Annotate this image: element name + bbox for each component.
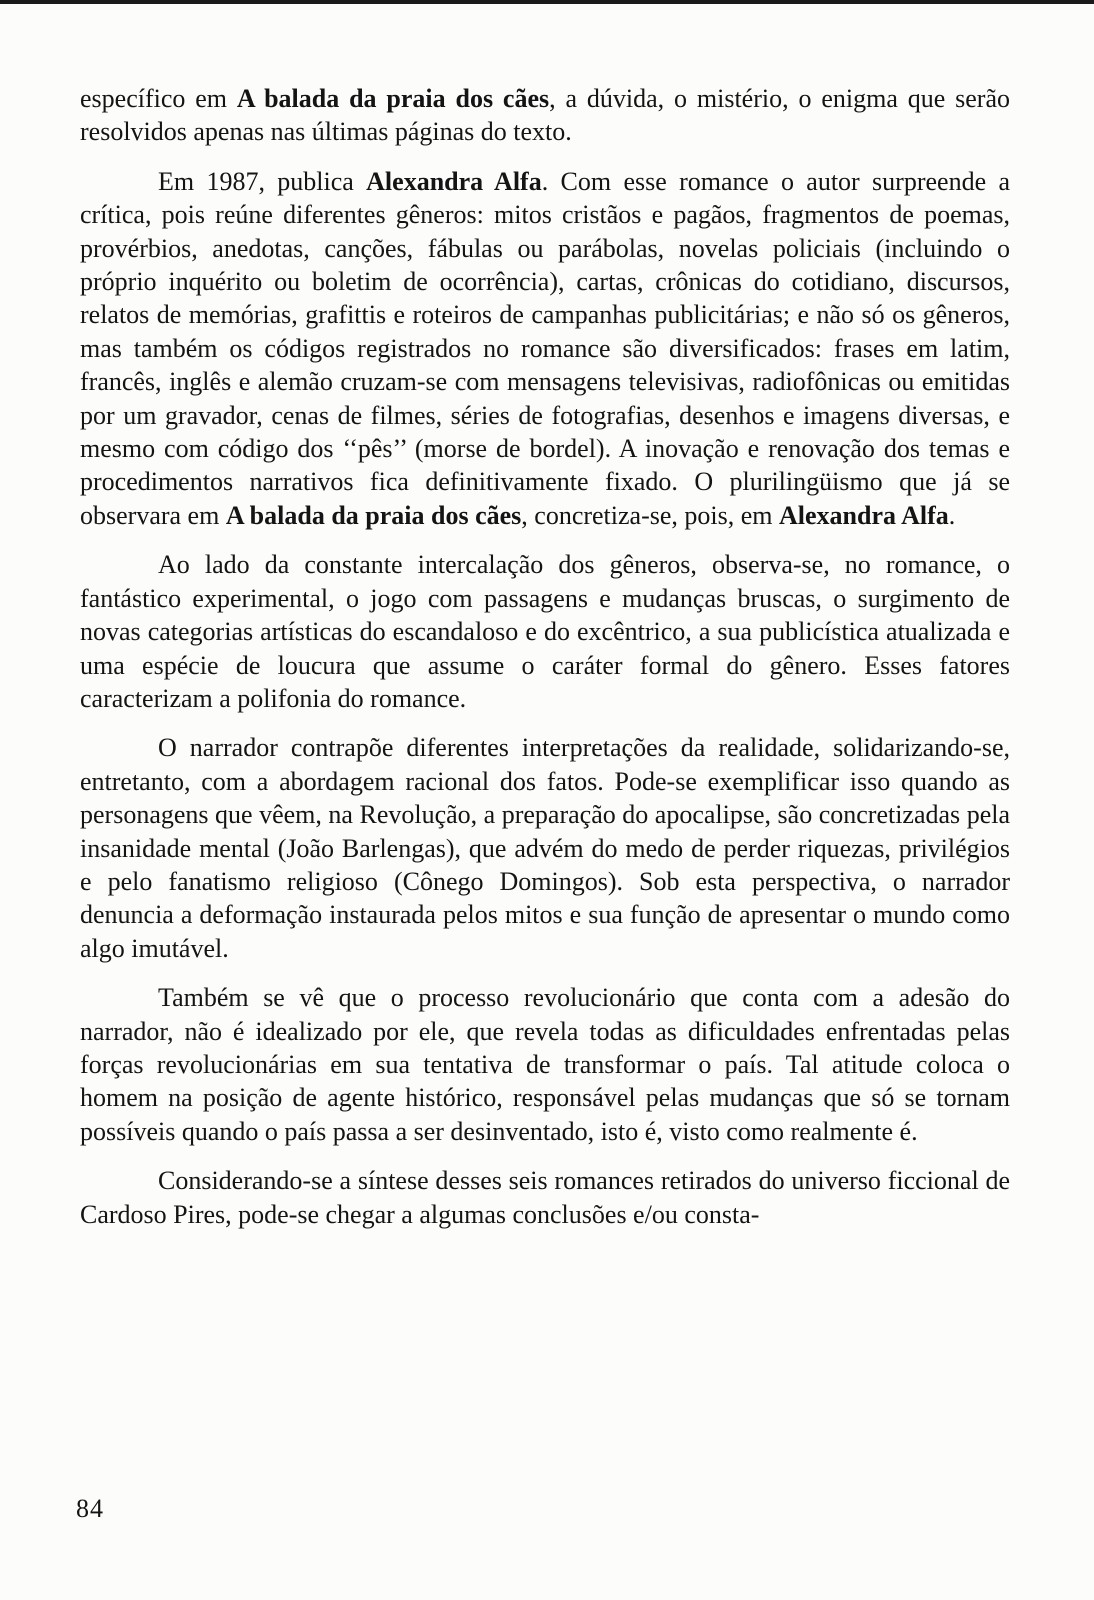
text-segment: específico em [80, 84, 237, 113]
paragraph-6 [80, 1164, 1010, 1231]
text-segment: , a dúvida, o mistério, o enigma que serão resolvidos apenas nas últimas páginas do texto. [80, 84, 1010, 147]
text-segment: . Com esse romance o autor surpreende a crítica, pois reúne diferentes gêneros: mitos cristãos e pagãos, fragmentos de poemas, provérbios, anedotas, canções, fábulas ou parábolas, novelas policiais (incluindo o próprio inquérito ou boletim de ocorrência), cartas, crônicas do cotidiano, discursos, relatos de memórias, grafittis e roteiros de campanhas publicitárias; e não só os gêneros, mas também os códigos registrados no romance são diversificados: frases em latim, francês, inglês e alemão cruzam-se com mensagens televisivas, radiofônicas ou emitidas por um gravador, cenas de filmes, séries de fotografias, desenhos e imagens diversas, e mesmo com código dos ‘‘pês’’ (morse de bordel). A inovação e renovação dos temas e procedimentos narrativos fica definitivamente fixado. O plurilingüismo que já se observara em [80, 166, 1010, 530]
book-title: Alexandra Alfa [366, 166, 542, 196]
page-top-edge [0, 0, 1094, 4]
text-segment: Considerando-se a síntese desses seis romances retirados do universo ficcional de Cardoso Pires, pode-se chegar a algumas conclusões e/ou consta- [80, 1166, 1010, 1229]
paragraph-2 [80, 165, 1010, 532]
text-segment: , concretiza-se, pois, em [521, 500, 780, 530]
text-segment: Ao lado da constante intercalação dos gêneros, observa-se, no romance, o fantástico experimental, o jogo com passagens e mudanças bruscas, o surgimento de novas categorias artísticas do escandaloso e do excêntrico, a sua publicística atualizada e uma espécie de loucura que assume o caráter formal do gênero. Esses fatores caracterizam a polifonia do romance. [80, 550, 1010, 713]
page-body [80, 82, 1010, 1231]
paragraph-4 [80, 731, 1010, 965]
text-segment: O narrador contrapõe diferentes interpretações da realidade, solidarizando-se, entretanto, com a abordagem racional dos fatos. Pode-se exemplificar isso quando as personagens que vêem, na Revolução, a preparação do apocalipse, são concretizadas pela insanidade mental (João Barlengas), que advém do medo de perder riquezas, privilégios e pelo fanatismo religioso (Cônego Domingos). Sob esta perspectiva, o narrador denuncia a deformação instaurada pelos mitos e sua função de apresentar o mundo como algo imutável. [80, 733, 1010, 963]
paragraph-1 [80, 82, 1010, 149]
text-segment: Em 1987, publica [158, 166, 367, 196]
paragraph-5 [80, 981, 1010, 1148]
text-segment: . [948, 500, 956, 530]
paragraph-3 [80, 548, 1010, 715]
book-title: A balada da praia dos cães [225, 500, 522, 530]
page-number: 84 [76, 1494, 104, 1523]
book-title: A balada da praia dos cães [236, 84, 550, 113]
text-segment: Também se vê que o processo revolucionário que conta com a adesão do narrador, não é idealizado por ele, que revela todas as dificuldades enfrentadas pelas forças revolucionárias em sua tentativa de transformar o país. Tal atitude coloca o homem na posição de agente histórico, responsável pelas mudanças que só se tornam possíveis quando o país passa a ser desinventado, isto é, visto como realmente é. [80, 983, 1010, 1146]
book-title: Alexandra Alfa [779, 500, 949, 530]
